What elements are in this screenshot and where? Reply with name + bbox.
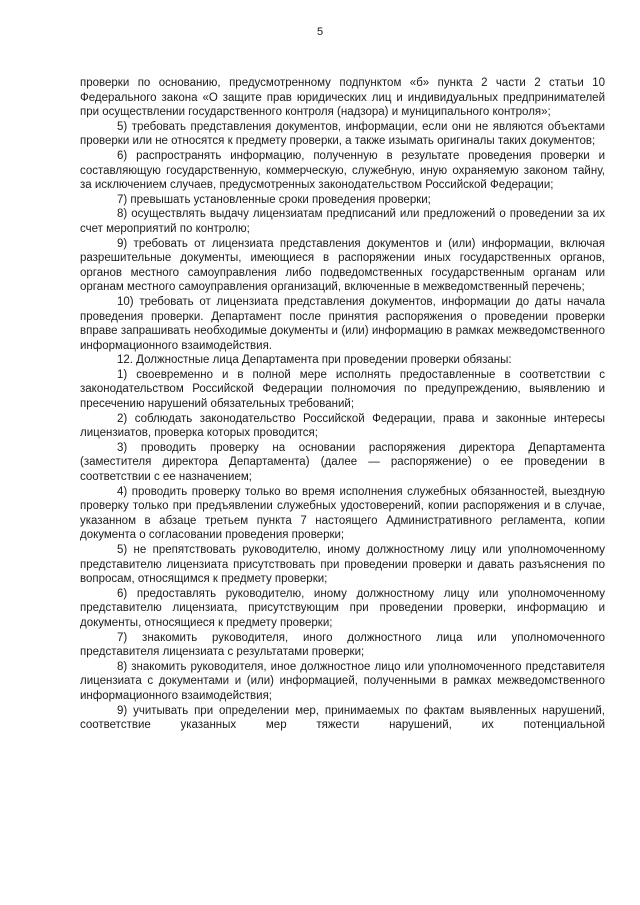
paragraph: 10) требовать от лицензиата представления документов, информации до даты начала проведения проверки. Департамент после принятия распоряжения о проведении проверки вправе запрашивать необходимые документы и (или) информацию в рамках межведомственного информационного взаимодействия.	[80, 295, 605, 352]
paragraph: 2) соблюдать законодательство Российской Федерации, права и законные интересы лицензиатов, проверка которых проводится;	[80, 412, 605, 440]
paragraph: 7) превышать установленные сроки проведения проверки;	[117, 193, 431, 206]
paragraph: 7) знакомить руководителя, иного должностного лица или уполномоченного представителя лицензиата с результатами проверки;	[80, 631, 605, 659]
paragraph: 4) проводить проверку только во время исполнения служебных обязанностей, выездную проверку только при предъявлении служебных удостоверений, копии распоряжения и в случае, указанном в абзаце третьем пункта 7 настоящего Административного регламента, копии документа о согласовании проведения проверки;	[80, 485, 605, 542]
paragraph: 6) распространять информацию, полученную в результате проведения проверки и составляющую государственную, коммерческую, служебную, иную охраняемую законом тайну, за исключением случаев, предусмотренных законодательством Российской Федерации;	[80, 149, 605, 192]
paragraph: 5) требовать представления документов, информации, если они не являются объектами проверки или не относятся к предмету проверки, а также изымать оригиналы таких документов;	[80, 120, 605, 148]
body-text	[80, 76, 605, 733]
paragraph: 6) предоставлять руководителю, иному должностному лицу или уполномоченному представителю лицензиата, присутствующим при проведении проверки, информацию и документы, относящиеся к предмету проверки;	[80, 587, 605, 629]
paragraph: 1) своевременно и в полной мере исполнять предоставленные в соответствии с законодательством Российской Федерации полномочия по предупреждению, выявлению и пресечению нарушений обязательных требований;	[80, 368, 605, 411]
page-number: 5	[316, 26, 324, 38]
paragraph: 8) осуществлять выдачу лицензиатам предписаний или предложений о проведении за их счет мероприятий по контролю;	[80, 208, 605, 235]
paragraph: 8) знакомить руководителя, иное должностное лицо или уполномоченного представителя лицензиата с документами и (или) информацией, полученными в рамках межведомственного информационного взаимодействия;	[80, 660, 605, 702]
paragraph: 5) не препятствовать руководителю, иному должностному лицу или уполномоченному представителю лицензиата присутствовать при проведении проверки и давать разъяснения по вопросам, относящимся к предмету проверки;	[80, 544, 605, 586]
paragraph: 9) учитывать при определении мер, принимаемых по фактам выявленных нарушений, соответствие указанных мер тяжести нарушений, их потенциальной	[80, 704, 605, 732]
paragraph: проверки по основанию, предусмотренному подпунктом «б» пункта 2 части 2 статьи 10 Федерального закона «О защите прав юридических лиц и индивидуальных предпринимателей при осуществлении государственного контроля (надзора) и муниципального контроля»;	[80, 77, 605, 119]
paragraph: 9) требовать от лицензиата представления документов и (или) информации, включая разрешительные документы, имеющиеся в распоряжении иных государственных органов, органов местного самоуправления либо подведомственных государственным органам или органам местного самоуправления организаций, включенные в межведомственный перечень;	[80, 237, 605, 294]
paragraph: 12. Должностные лица Департамента при проведении проверки обязаны:	[117, 354, 512, 367]
paragraph: 3) проводить проверку на основании распоряжения директора Департамента (заместителя директора Департамента) (далее — распоряжение) о ее проведении в соответствии с ее назначением;	[80, 441, 605, 484]
